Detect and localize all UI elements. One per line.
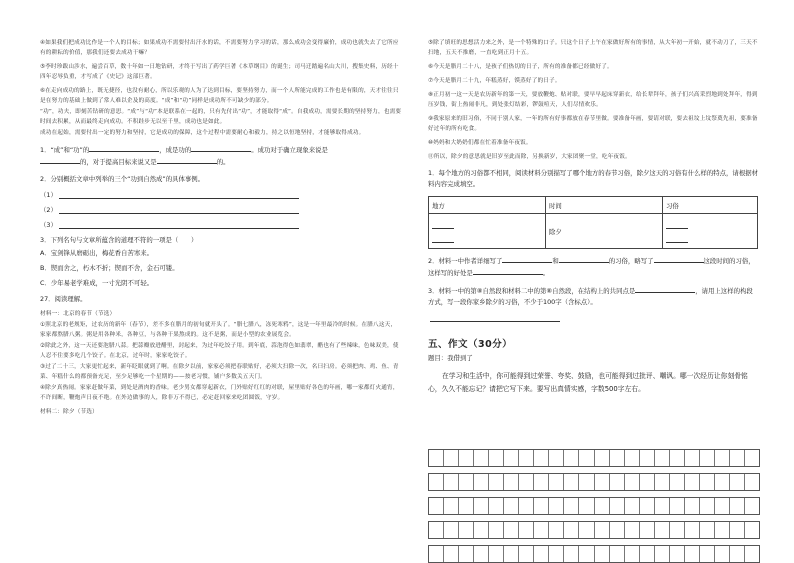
rq2-blank-4[interactable] xyxy=(473,267,543,275)
paragraph-8: 成功在起始，需要付出一定的努力和坚持，它是成功的保障，这个过程中需要耐心和毅力，持之以恒地坚持，才能够取得成功。 xyxy=(40,130,365,136)
essay-grid-cell[interactable] xyxy=(579,450,594,466)
essay-grid-cell[interactable] xyxy=(504,474,519,490)
essay-grid-cell[interactable] xyxy=(549,522,564,538)
place-line-2[interactable] xyxy=(432,233,454,243)
essay-grid-cell[interactable] xyxy=(534,450,549,466)
essay-grid-cell[interactable] xyxy=(730,522,745,538)
essay-grid-row xyxy=(428,473,760,491)
question-1 xyxy=(40,144,402,168)
essay-grid-cell[interactable] xyxy=(610,546,625,562)
essay-grid-cell[interactable] xyxy=(610,474,625,490)
table-cell-custom[interactable] xyxy=(663,214,758,249)
material-1-para-2: ②除此之外，这一天还要泡腊八蒜。把蒜瓣放进醋里，封起来，为过年吃饺子用。到年底，蒜泡得色如翡翠，醋也有了些辣味，色味双美，使人忍不住要多吃几个饺子。在北京，过年时，家家吃饺子。 xyxy=(40,343,399,359)
essay-grid-cell[interactable] xyxy=(549,498,564,514)
essay-grid-cell[interactable] xyxy=(715,498,730,514)
essay-grid-cell[interactable] xyxy=(655,522,670,538)
section-27-title: 27．阅读理解。 xyxy=(40,295,87,303)
essay-grid-cell[interactable] xyxy=(459,546,474,562)
essay-grid-cell[interactable] xyxy=(579,522,594,538)
table-cell-time: 除夕 xyxy=(546,214,663,249)
table-header-time: 时间 xyxy=(546,197,663,214)
essay-grid-cell[interactable] xyxy=(655,474,670,490)
essay-grid-cell[interactable] xyxy=(685,522,700,538)
table-header-place: 地方 xyxy=(429,197,546,214)
essay-grid-cell[interactable] xyxy=(655,498,670,514)
q1-text-b: 。成功对于确立现象来说是 xyxy=(251,146,328,154)
rq2-text-e: 。 xyxy=(542,269,550,277)
essay-grid-cell[interactable] xyxy=(489,522,504,538)
q1-text-d: 的。 xyxy=(216,158,230,166)
essay-grid-cell[interactable] xyxy=(700,450,715,466)
essay-grid-cell[interactable] xyxy=(444,450,459,466)
q2-item-label-2: （2） xyxy=(40,206,57,214)
rq2-blank-2[interactable] xyxy=(559,255,609,263)
essay-grid-cell[interactable] xyxy=(564,450,579,466)
q1-blank-2[interactable] xyxy=(191,144,251,152)
q1-prefix: 1．“成”和“功”的 xyxy=(40,146,90,154)
essay-grid-cell[interactable] xyxy=(519,522,534,538)
essay-grid-cell[interactable] xyxy=(519,474,534,490)
essay-grid-cell[interactable] xyxy=(745,498,759,514)
q1-blank-3[interactable] xyxy=(40,156,80,164)
essay-grid-cell[interactable] xyxy=(700,498,715,514)
custom-line-1[interactable] xyxy=(666,219,688,229)
essay-grid-cell[interactable] xyxy=(700,522,715,538)
essay-grid-cell[interactable] xyxy=(595,450,610,466)
essay-grid-cell[interactable] xyxy=(595,522,610,538)
essay-grid-cell[interactable] xyxy=(504,450,519,466)
essay-grid-cell[interactable] xyxy=(489,498,504,514)
essay-grid-cell[interactable] xyxy=(534,474,549,490)
material-1-para-4: ④除夕真热闹。家家赶做年菜，到处是酒肉的香味。老少男女都穿起新衣，门外贴好红红的对联，屋里贴好各色的年画，哪一家都灯火通宵，不许间断，鞭炮声日夜不绝。在外边做事的人，除非万不得已，必定赶回家来吃团圆饭，守岁。 xyxy=(40,385,399,401)
essay-grid-cell[interactable] xyxy=(444,546,459,562)
essay-grid-cell[interactable] xyxy=(474,522,489,538)
essay-grid-row xyxy=(428,521,760,539)
essay-grid-cell[interactable] xyxy=(474,498,489,514)
essay-grid-cell[interactable] xyxy=(429,546,444,562)
essay-grid-cell[interactable] xyxy=(715,474,730,490)
q3-option-a[interactable]: A．宝剑锋从磨砺出，梅花香自苦寒来。 xyxy=(40,249,154,257)
essay-grid-cell[interactable] xyxy=(429,522,444,538)
rq2-text-b: 和 xyxy=(552,257,559,265)
essay-grid-cell[interactable] xyxy=(610,522,625,538)
material-2-title: 材料二：除夕（节选） xyxy=(40,409,98,415)
q2-item-label-1: （1） xyxy=(40,191,57,199)
q1-blank-1[interactable] xyxy=(89,144,159,152)
q3-option-b[interactable]: B．锲而舍之，朽木不折；锲而不舍，金石可镂。 xyxy=(40,264,179,272)
left-column xyxy=(40,38,402,418)
essay-grid-cell[interactable] xyxy=(564,546,579,562)
essay-grid-cell[interactable] xyxy=(595,498,610,514)
right-para-7: ⑦今天是腊月二十九，年糕蒸好，馍蒸好了的日子。 xyxy=(428,78,561,84)
essay-grid-cell[interactable] xyxy=(564,498,579,514)
essay-grid-cell[interactable] xyxy=(745,450,759,466)
essay-grid-cell[interactable] xyxy=(534,546,549,562)
rq2-text-c: 的习俗，略写了 xyxy=(608,257,654,265)
essay-grid-cell[interactable] xyxy=(640,498,655,514)
essay-grid-row xyxy=(428,545,760,563)
right-para-6: ⑥今天是腊月二十八，是孩子们热切的日子，所有的准备都已经做好了。 xyxy=(428,64,613,70)
essay-grid-cell[interactable] xyxy=(459,450,474,466)
essay-grid-cell[interactable] xyxy=(474,474,489,490)
paragraph-7: “功”，功夫，即刻苦钻研的意思。“成”与“功”本是联系在一起的，只有先付出“功”，才能取得“成”。自我成功，需要长期的坚持努力，也需要时间去积累，从而最终走向成功。不积跬步无以至千里，成功也是如此。 xyxy=(40,109,402,125)
q2-line-1[interactable] xyxy=(59,190,299,199)
essay-grid-cell[interactable] xyxy=(745,522,759,538)
q1-text-a: ，成是功的 xyxy=(159,146,192,154)
paragraph-6: ⑥在走向成功的路上，既无捷径，也没有耐心，所以乐观的人为了达到目标，要坚持努力，而一个人所能完成的工作也是有限的，天才往往只是在努力的基础上做到了常人难以企及的高度。“成”和“功”同样是成功所不可缺少的部分。 xyxy=(40,88,399,104)
essay-grid-cell[interactable] xyxy=(489,450,504,466)
essay-grid-cell[interactable] xyxy=(610,498,625,514)
q1-blank-4[interactable] xyxy=(157,156,217,164)
essay-grid-cell[interactable] xyxy=(670,546,685,562)
essay-grid-cell[interactable] xyxy=(625,546,640,562)
essay-grid-cell[interactable] xyxy=(579,474,594,490)
right-para-8: ⑧正月初一这一天是农历新年的第一天，要放鞭炮、贴对联，要早早起床穿新衣，给长辈拜年，孩子们兴高采烈地到处拜年，得到压岁钱，街上热闹非凡，到处张灯结彩，锣鼓喧天，人们尽情欢乐。 xyxy=(428,92,758,108)
rq2-text-a: 2．材料一中作者详细写了 xyxy=(428,257,503,265)
place-line-1[interactable] xyxy=(432,219,454,229)
essay-grid-cell[interactable] xyxy=(625,498,640,514)
paragraph-5: ⑤李时珍跋山涉水，遍尝百草，数十年如一日地钻研，才终于写出了药学巨著《本草纲目》的诞生；司马迁踏遍名山大川，搜集史料，历经十四年忍辱负重，才写成了《史记》这部巨著。 xyxy=(40,64,399,80)
rq3-text-a: 3．材料一中的第⑧自然段和材料二中的第⑧自然段，在结构上的共同点是 xyxy=(428,287,636,295)
essay-grid-cell[interactable] xyxy=(670,474,685,490)
essay-grid-cell[interactable] xyxy=(579,546,594,562)
essay-grid-cell[interactable] xyxy=(429,498,444,514)
essay-grid-cell[interactable] xyxy=(730,546,745,562)
essay-grid-cell[interactable] xyxy=(745,546,759,562)
table-cell-place[interactable] xyxy=(429,214,546,249)
essay-grid-cell[interactable] xyxy=(504,546,519,562)
q2-answer-1[interactable] xyxy=(40,190,402,199)
essay-grid-cell[interactable] xyxy=(444,522,459,538)
essay-grid-cell[interactable] xyxy=(474,450,489,466)
q1-text-c: 的，对于提高目标来说又是 xyxy=(80,158,157,166)
essay-prompt: 在学习和生活中，你可能得到过荣誉、夸奖、鼓励，也可能得到过批评、嘲讽。哪一次经历让你刻骨铭心，久久不能忘记？请把它写下来。要写出真情实感，字数500字左右。 xyxy=(428,372,748,393)
essay-grid-cell[interactable] xyxy=(700,546,715,562)
rq2-text-d: 这段时间的习俗，这样写的好处是 xyxy=(428,257,755,277)
section-5-title: 五、作文（30分） xyxy=(428,339,513,350)
essay-grid-row xyxy=(428,449,760,467)
essay-grid-cell[interactable] xyxy=(534,498,549,514)
essay-grid-cell[interactable] xyxy=(640,522,655,538)
essay-grid-cell[interactable] xyxy=(730,498,745,514)
rq2-blank-1[interactable] xyxy=(502,255,552,263)
essay-grid-cell[interactable] xyxy=(715,522,730,538)
material-1-para-1: ①照北京的老规矩，过农历的新年（春节），差不多在腊月的初旬就开头了。“腊七腊八，冻死寒鸦”，这是一年里最冷的时候。在腊八这天，家家都熬腊八粥。粥是用各种米，各种豆，与各种干果熬成的。这不是粥，而是小型的农业展览会。 xyxy=(40,322,397,338)
essay-grid-cell[interactable] xyxy=(610,450,625,466)
essay-grid-cell[interactable] xyxy=(685,498,700,514)
essay-grid-cell[interactable] xyxy=(504,522,519,538)
essay-grid-cell[interactable] xyxy=(489,474,504,490)
essay-grid-cell[interactable] xyxy=(685,450,700,466)
essay-grid-cell[interactable] xyxy=(474,546,489,562)
custom-table xyxy=(428,196,758,249)
essay-grid-cell[interactable] xyxy=(595,546,610,562)
right-para-11: ⑪所以，除夕的意思就是旧岁至此而除，另换新岁，大家团聚一堂，吃年夜饭。 xyxy=(428,154,631,160)
essay-grid-cell[interactable] xyxy=(730,450,745,466)
rq3-text-b: ，请用上这样的构段方式，写一段你家乡除夕的习俗，不少于100字（含标点）。 xyxy=(428,287,753,306)
question-2: 2．分别概括文章中列举的三个“功到自然成”的具体事例。 xyxy=(40,175,205,183)
table-row xyxy=(429,214,758,249)
essay-grid-cell[interactable] xyxy=(564,474,579,490)
essay-grid-cell[interactable] xyxy=(579,498,594,514)
essay-grid-cell[interactable] xyxy=(429,450,444,466)
custom-line-2[interactable] xyxy=(666,233,688,243)
essay-grid-cell[interactable] xyxy=(564,522,579,538)
essay-grid-cell[interactable] xyxy=(459,474,474,490)
essay-grid-cell[interactable] xyxy=(625,474,640,490)
q3-option-c[interactable]: C．少年易老学难成，一寸光阴不可轻。 xyxy=(40,279,154,287)
essay-grid-cell[interactable] xyxy=(670,450,685,466)
essay-grid-cell[interactable] xyxy=(504,498,519,514)
essay-grid-cell[interactable] xyxy=(655,546,670,562)
essay-grid-cell[interactable] xyxy=(444,474,459,490)
essay-grid-cell[interactable] xyxy=(519,498,534,514)
essay-grid-cell[interactable] xyxy=(489,546,504,562)
right-para-9: ⑨我家原来的旧习俗，不同于别人家，一年的所有好事都放在春节里做。要准备年画，要请对联，要去祖坟上坟祭奠先祖，要准备好过年的所有吃食。 xyxy=(428,116,758,132)
table-header-custom: 习俗 xyxy=(663,197,758,214)
essay-grid-cell[interactable] xyxy=(640,450,655,466)
essay-grid-cell[interactable] xyxy=(549,450,564,466)
essay-grid-cell[interactable] xyxy=(459,522,474,538)
essay-grid-cell[interactable] xyxy=(715,546,730,562)
question-3: 3．下列名句与文章所蕴含的道理不符的一项是（ ） xyxy=(40,236,198,244)
essay-grid-cell[interactable] xyxy=(715,450,730,466)
essay-grid-cell[interactable] xyxy=(459,498,474,514)
essay-grid-cell[interactable] xyxy=(549,546,564,562)
q2-answer-2[interactable] xyxy=(40,205,402,214)
essay-grid-cell[interactable] xyxy=(655,450,670,466)
essay-grid-cell[interactable] xyxy=(519,450,534,466)
essay-grid-cell[interactable] xyxy=(685,546,700,562)
essay-grid-cell[interactable] xyxy=(625,450,640,466)
q2-line-3[interactable] xyxy=(59,220,299,229)
right-question-3 xyxy=(428,285,758,308)
q2-item-label-3: （3） xyxy=(40,221,57,229)
material-1-title: 材料一：北京的春节（节选） xyxy=(40,311,116,317)
essay-grid-cell[interactable] xyxy=(700,474,715,490)
essay-title: 题目：我借到了 xyxy=(428,354,473,362)
material-1-para-3: ③过了二十三，大家更忙起来，新年眨眼就到了啊。在除夕以前，家家必须把春联贴好，必须大扫除一次，名曰扫房。必须把肉、鸡、鱼、青菜、年糕什么的都预备充足，至少足够吃一个星期的——按老习惯，铺户多数关五天门。 xyxy=(40,364,399,380)
essay-writing-grid[interactable] xyxy=(428,449,760,555)
rq3-line[interactable] xyxy=(430,313,560,322)
essay-grid-cell[interactable] xyxy=(444,498,459,514)
essay-grid-cell[interactable] xyxy=(670,498,685,514)
right-para-10: ⑩妈妈和大奶奶们都在忙着准备年夜饭。 xyxy=(428,140,532,146)
right-para-5: ⑤除了填旺的思想活力来之外，是一个特殊的口子。只这个日子上午在家做好所有的事情，从大年初一开始，就不动刀了，三天不扫地，五天不推磨，一直吃到正月十五。 xyxy=(428,40,758,56)
q2-line-2[interactable] xyxy=(59,205,299,214)
right-column xyxy=(428,38,758,396)
essay-grid-cell[interactable] xyxy=(549,474,564,490)
essay-grid-cell[interactable] xyxy=(429,474,444,490)
right-question-2 xyxy=(428,255,758,279)
essay-grid-cell[interactable] xyxy=(595,474,610,490)
essay-grid-cell[interactable] xyxy=(685,474,700,490)
essay-grid-cell[interactable] xyxy=(670,522,685,538)
essay-grid-cell[interactable] xyxy=(730,474,745,490)
q2-answer-3[interactable] xyxy=(40,220,402,229)
essay-grid-cell[interactable] xyxy=(534,522,549,538)
rq3-answer-line[interactable] xyxy=(428,313,758,322)
table-header-row xyxy=(429,197,758,214)
essay-grid-row xyxy=(428,497,760,515)
rq3-blank-1[interactable] xyxy=(635,285,695,293)
essay-grid-cell[interactable] xyxy=(640,474,655,490)
right-question-1: 1．每个地方的习俗都不相同，阅读材料分别描写了哪个地方的春节习俗，除夕这天的习俗有什么样的特点，请根据材料内容完成填空。 xyxy=(428,169,758,188)
essay-grid-cell[interactable] xyxy=(519,546,534,562)
essay-grid-cell[interactable] xyxy=(640,546,655,562)
rq2-blank-3[interactable] xyxy=(654,255,704,263)
essay-grid-cell[interactable] xyxy=(625,522,640,538)
paragraph-4: ④如果我们把成功比作是一个人的目标；如果成功不需要付出汗水的话，不需要努力学习的话，那么成功会变得廉价，成功也就失去了它所应有的耕耘的价值，那我们还要去成功干嘛？ xyxy=(40,40,399,56)
essay-grid-cell[interactable] xyxy=(745,474,759,490)
